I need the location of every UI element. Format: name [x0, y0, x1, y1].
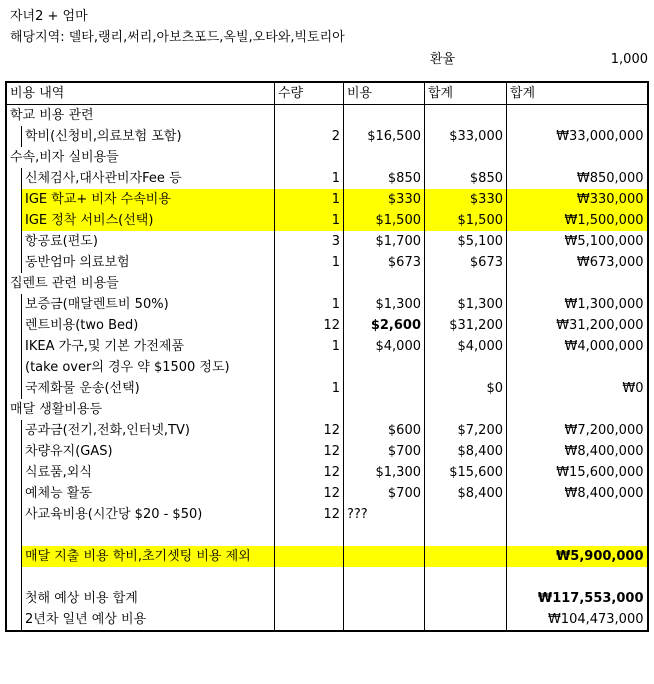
total-usd-cell[interactable]: [425, 588, 507, 609]
cost-cell[interactable]: [344, 588, 425, 609]
indent-cell[interactable]: [6, 357, 22, 378]
category-row: [6, 399, 648, 420]
total-krw-cell[interactable]: ₩5,100,000: [507, 231, 648, 252]
cost-cell[interactable]: [344, 105, 425, 127]
total-krw-cell[interactable]: ₩8,400,000: [507, 483, 648, 504]
item-label[interactable]: 렌트비용(two Bed): [22, 315, 275, 336]
item-label[interactable]: IGE 학교+ 비자 수속비용: [22, 189, 275, 210]
total-krw-cell[interactable]: [507, 357, 648, 378]
table-row: [6, 336, 648, 357]
qty-cell[interactable]: [275, 588, 344, 609]
total-krw-cell[interactable]: ₩104,473,000: [507, 609, 648, 631]
qty-cell[interactable]: [275, 546, 344, 567]
total-usd-cell[interactable]: [425, 399, 507, 420]
total-usd-cell[interactable]: [425, 609, 507, 631]
qty-cell[interactable]: 12: [275, 504, 344, 525]
total-usd-cell[interactable]: $1,300: [425, 294, 507, 315]
cost-cell[interactable]: [344, 546, 425, 567]
total-krw-cell[interactable]: [507, 105, 648, 127]
table-row: [6, 567, 648, 588]
indent-cell[interactable]: [6, 126, 22, 147]
item-label[interactable]: 예체능 활동: [22, 483, 275, 504]
cost-table: [5, 81, 649, 632]
cost-cell[interactable]: $16,500: [344, 126, 425, 147]
indent-cell[interactable]: [6, 546, 22, 567]
total-usd-cell[interactable]: $8,400: [425, 441, 507, 462]
total-usd-cell[interactable]: $8,400: [425, 483, 507, 504]
total-krw-cell[interactable]: ₩15,600,000: [507, 462, 648, 483]
indent-cell[interactable]: [6, 588, 22, 609]
total-usd-cell[interactable]: [425, 357, 507, 378]
total-usd-cell[interactable]: $1,500: [425, 210, 507, 231]
cost-cell[interactable]: $1,300: [344, 462, 425, 483]
total-krw-cell[interactable]: ₩31,200,000: [507, 315, 648, 336]
cost-cell[interactable]: $4,000: [344, 336, 425, 357]
category-label[interactable]: 매달 생활비용등: [6, 399, 275, 420]
total-usd-cell[interactable]: $673: [425, 252, 507, 273]
item-label[interactable]: 2년차 일년 예상 비용: [22, 609, 275, 631]
item-label[interactable]: [22, 525, 275, 546]
total-krw-cell[interactable]: ₩330,000: [507, 189, 648, 210]
total-krw-cell[interactable]: [507, 567, 648, 588]
cost-cell[interactable]: $673: [344, 252, 425, 273]
total-usd-cell[interactable]: $4,000: [425, 336, 507, 357]
total-krw-cell[interactable]: ₩1,300,000: [507, 294, 648, 315]
qty-cell[interactable]: 1: [275, 294, 344, 315]
total-usd-cell[interactable]: $330: [425, 189, 507, 210]
cost-cell[interactable]: $1,300: [344, 294, 425, 315]
item-label[interactable]: (take over의 경우 약 $1500 정도): [22, 357, 275, 378]
indent-cell[interactable]: [6, 483, 22, 504]
exchange-rate-value: 1,000: [610, 52, 648, 67]
table-row: [6, 504, 648, 525]
total-krw-cell[interactable]: ₩850,000: [507, 168, 648, 189]
total-usd-cell[interactable]: $7,200: [425, 420, 507, 441]
table-row: [6, 420, 648, 441]
total-krw-cell[interactable]: ₩33,000,000: [507, 126, 648, 147]
category-row: [6, 273, 648, 294]
total-usd-cell[interactable]: [425, 105, 507, 127]
column-header-qty: 수량: [275, 82, 344, 105]
table-row: [6, 483, 648, 504]
indent-cell[interactable]: [6, 189, 22, 210]
qty-cell[interactable]: 12: [275, 483, 344, 504]
cost-cell[interactable]: $700: [344, 483, 425, 504]
qty-cell[interactable]: 1: [275, 336, 344, 357]
total-usd-cell[interactable]: [425, 147, 507, 168]
total-usd-cell[interactable]: $5,100: [425, 231, 507, 252]
indent-cell[interactable]: [6, 210, 22, 231]
item-label[interactable]: [22, 567, 275, 588]
qty-cell[interactable]: 3: [275, 231, 344, 252]
category-label[interactable]: 집렌트 관련 비용들: [6, 273, 275, 294]
table-row: [6, 357, 648, 378]
category-row: [6, 105, 648, 127]
column-header-total-krw: 합계: [507, 82, 648, 105]
cost-cell[interactable]: [344, 378, 425, 399]
item-label[interactable]: 보증금(매달렌트비 50%): [22, 294, 275, 315]
total-usd-cell[interactable]: $15,600: [425, 462, 507, 483]
item-label[interactable]: IGE 정착 서비스(선택): [22, 210, 275, 231]
table-row: [6, 462, 648, 483]
qty-cell[interactable]: 12: [275, 462, 344, 483]
indent-cell[interactable]: [6, 231, 22, 252]
qty-cell[interactable]: [275, 525, 344, 546]
column-header-item: 비용 내역: [6, 82, 275, 105]
table-row: [6, 294, 648, 315]
total-krw-cell[interactable]: [507, 525, 648, 546]
total-usd-cell[interactable]: [425, 525, 507, 546]
table-row: [6, 315, 648, 336]
table-row: [6, 609, 648, 631]
total-krw-cell[interactable]: ₩1,500,000: [507, 210, 648, 231]
indent-cell[interactable]: [6, 378, 22, 399]
region-note: 해당지역: 델타,랭리,써리,아보츠포드,옥빌,오타와,빅토리아: [10, 30, 345, 45]
qty-cell[interactable]: [275, 357, 344, 378]
cost-cell[interactable]: $700: [344, 441, 425, 462]
total-usd-cell[interactable]: [425, 567, 507, 588]
total-krw-cell[interactable]: ₩4,000,000: [507, 336, 648, 357]
item-label[interactable]: 동반엄마 의료보험: [22, 252, 275, 273]
qty-cell[interactable]: 12: [275, 315, 344, 336]
table-row: [6, 588, 648, 609]
indent-cell[interactable]: [6, 609, 22, 631]
category-row: [6, 147, 648, 168]
qty-cell[interactable]: 2: [275, 126, 344, 147]
item-label[interactable]: 매달 지출 비용 학비,초기셋팅 비용 제외: [22, 546, 275, 567]
item-label[interactable]: 사교육비용(시간당 $20 - $50): [22, 504, 275, 525]
qty-cell[interactable]: 1: [275, 168, 344, 189]
table-row: [6, 378, 648, 399]
exchange-rate-label: 환율: [430, 52, 456, 67]
total-krw-cell[interactable]: [507, 147, 648, 168]
total-usd-cell[interactable]: $31,200: [425, 315, 507, 336]
column-header-total-usd: 합계: [425, 82, 507, 105]
cost-cell[interactable]: [344, 273, 425, 294]
table-row: [6, 168, 648, 189]
table-row: [6, 189, 648, 210]
qty-cell[interactable]: [275, 567, 344, 588]
cost-cell[interactable]: [344, 399, 425, 420]
indent-cell[interactable]: [6, 336, 22, 357]
item-label[interactable]: IKEA 가구,및 기본 가전제품: [22, 336, 275, 357]
total-usd-cell[interactable]: [425, 546, 507, 567]
category-label[interactable]: 수속,비자 실비용들: [6, 147, 275, 168]
indent-cell[interactable]: [6, 420, 22, 441]
qty-cell[interactable]: [275, 609, 344, 631]
indent-cell[interactable]: [6, 168, 22, 189]
cost-cell[interactable]: [344, 525, 425, 546]
total-usd-cell[interactable]: [425, 273, 507, 294]
sheet-title: 자녀2 + 엄마: [10, 9, 88, 24]
cost-cell[interactable]: $1,500: [344, 210, 425, 231]
indent-cell[interactable]: [6, 294, 22, 315]
total-krw-cell[interactable]: ₩7,200,000: [507, 420, 648, 441]
qty-cell[interactable]: [275, 273, 344, 294]
indent-cell[interactable]: [6, 315, 22, 336]
total-krw-cell[interactable]: ₩117,553,000: [507, 588, 648, 609]
table-row: [6, 231, 648, 252]
qty-cell[interactable]: 1: [275, 378, 344, 399]
total-usd-cell[interactable]: $0: [425, 378, 507, 399]
item-label[interactable]: 차량유지(GAS): [22, 441, 275, 462]
cost-cell[interactable]: ???: [344, 504, 425, 525]
total-krw-cell[interactable]: ₩673,000: [507, 252, 648, 273]
column-header-cost: 비용: [344, 82, 425, 105]
table-row: [6, 525, 648, 546]
category-label[interactable]: 학교 비용 관련: [6, 105, 275, 127]
cost-cell[interactable]: [344, 147, 425, 168]
total-krw-cell[interactable]: ₩0: [507, 378, 648, 399]
qty-cell[interactable]: [275, 147, 344, 168]
item-label[interactable]: 식료품,외식: [22, 462, 275, 483]
header-row: [6, 82, 648, 105]
table-row: [6, 546, 648, 567]
table-row: [6, 252, 648, 273]
indent-cell[interactable]: [6, 567, 22, 588]
table-row: [6, 126, 648, 147]
qty-cell[interactable]: 12: [275, 420, 344, 441]
cost-cell[interactable]: [344, 609, 425, 631]
table-row: [6, 441, 648, 462]
item-label[interactable]: 첫해 예상 비용 합계: [22, 588, 275, 609]
total-usd-cell[interactable]: [425, 504, 507, 525]
total-krw-cell[interactable]: [507, 399, 648, 420]
indent-cell[interactable]: [6, 441, 22, 462]
indent-cell[interactable]: [6, 525, 22, 546]
total-krw-cell[interactable]: ₩8,400,000: [507, 441, 648, 462]
table-row: [6, 210, 648, 231]
cost-cell[interactable]: $600: [344, 420, 425, 441]
qty-cell[interactable]: [275, 105, 344, 127]
total-krw-cell[interactable]: [507, 504, 648, 525]
item-label[interactable]: 공과금(전기,전화,인터넷,TV): [22, 420, 275, 441]
qty-cell[interactable]: 1: [275, 189, 344, 210]
cost-cell[interactable]: [344, 357, 425, 378]
item-label[interactable]: 항공료(편도): [22, 231, 275, 252]
qty-cell[interactable]: 1: [275, 252, 344, 273]
cost-cell[interactable]: $330: [344, 189, 425, 210]
indent-cell[interactable]: [6, 504, 22, 525]
total-usd-cell[interactable]: $33,000: [425, 126, 507, 147]
cost-cell[interactable]: $850: [344, 168, 425, 189]
indent-cell[interactable]: [6, 252, 22, 273]
item-label[interactable]: 신체검사,대사관비자Fee 등: [22, 168, 275, 189]
item-label[interactable]: 학비(신청비,의료보험 포함): [22, 126, 275, 147]
cost-cell[interactable]: $2,600: [344, 315, 425, 336]
indent-cell[interactable]: [6, 462, 22, 483]
total-usd-cell[interactable]: $850: [425, 168, 507, 189]
item-label[interactable]: 국제화물 운송(선택): [22, 378, 275, 399]
qty-cell[interactable]: 1: [275, 210, 344, 231]
cost-cell[interactable]: [344, 567, 425, 588]
total-krw-cell[interactable]: ₩5,900,000: [507, 546, 648, 567]
qty-cell[interactable]: 12: [275, 441, 344, 462]
qty-cell[interactable]: [275, 399, 344, 420]
total-krw-cell[interactable]: [507, 273, 648, 294]
cost-cell[interactable]: $1,700: [344, 231, 425, 252]
